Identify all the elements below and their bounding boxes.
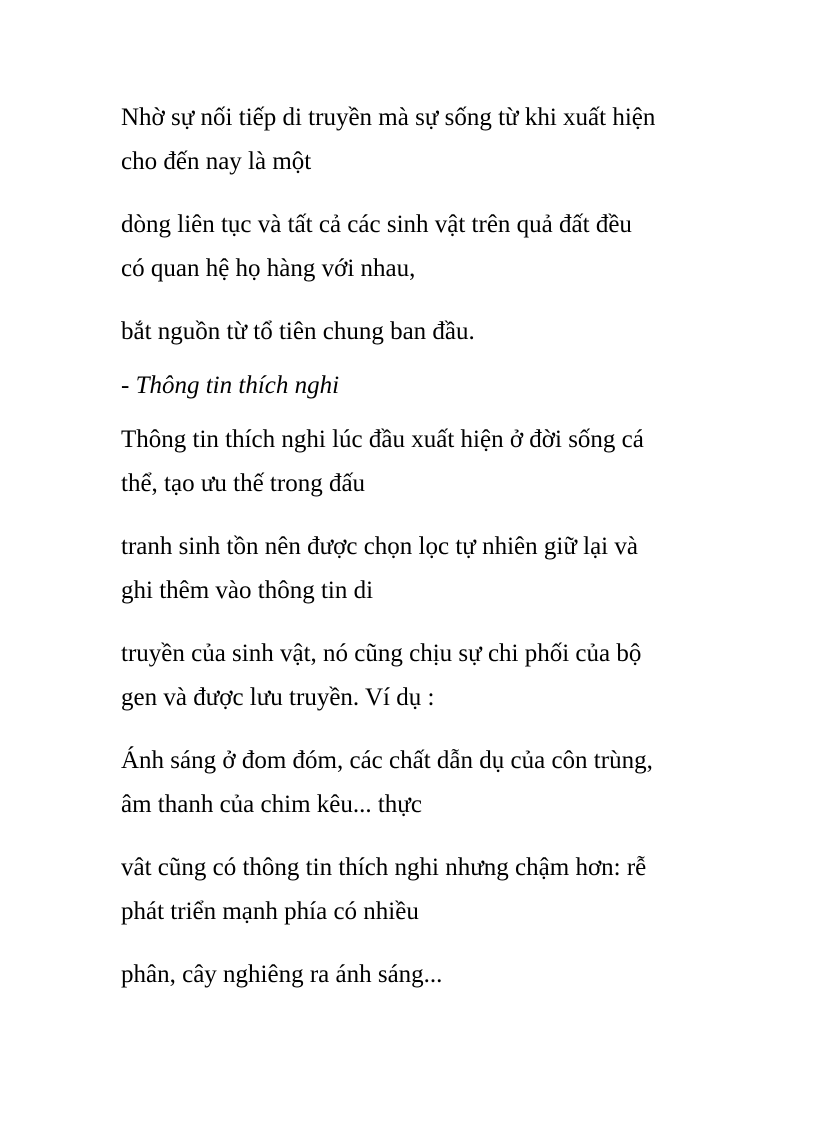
text-line: có quan hệ họ hàng với nhau,: [121, 255, 416, 282]
text-line: phát triển mạnh phía có nhiều: [121, 898, 419, 925]
text-line: ghi thêm vào thông tin di: [121, 577, 374, 604]
paragraph-common-ancestry: [121, 203, 721, 291]
text-line: phân, cây nghiêng ra ánh sáng...: [121, 961, 443, 988]
text-line: tranh sinh tồn nên được chọn lọc tự nhiên giữ lại và: [121, 533, 638, 560]
section-heading-adaptive-information: [121, 364, 721, 408]
paragraph-animal-examples: [121, 739, 721, 827]
text-line: thể, tạo ưu thế trong đấu: [121, 470, 366, 497]
text-line: truyền của sinh vật, nó cũng chịu sự chi phối của bộ: [121, 640, 642, 667]
text-line: dòng liên tục và tất cả các sinh vật trên quả đất đều: [121, 211, 632, 238]
paragraph-natural-selection: [121, 525, 721, 613]
paragraph-heredity-continuity: [121, 96, 721, 184]
text-line: Thông tin thích nghi lúc đầu xuất hiện ở đời sống cá: [121, 426, 644, 453]
paragraph-plant-examples: [121, 846, 721, 934]
text-line: bắt nguồn từ tổ tiên chung ban đầu.: [121, 318, 475, 345]
text-line: vât cũng có thông tin thích nghi nhưng chậm hơn: rễ: [121, 854, 647, 881]
paragraph-origin: [121, 310, 721, 354]
text-line: Nhờ sự nối tiếp di truyền mà sự sống từ khi xuất hiện: [121, 104, 656, 131]
paragraph-genome-control: [121, 632, 721, 720]
text-line: âm thanh của chim kêu... thực: [121, 791, 422, 818]
paragraph-phototropism: [121, 953, 721, 997]
paragraph-adaptive-origin: [121, 418, 721, 506]
heading-text: - Thông tin thích nghi: [121, 372, 340, 399]
text-line: gen và được lưu truyền. Ví dụ :: [121, 684, 435, 711]
text-line: Ánh sáng ở đom đóm, các chất dẫn dụ của côn trùng,: [121, 747, 653, 774]
text-line: cho đến nay là một: [121, 148, 312, 175]
